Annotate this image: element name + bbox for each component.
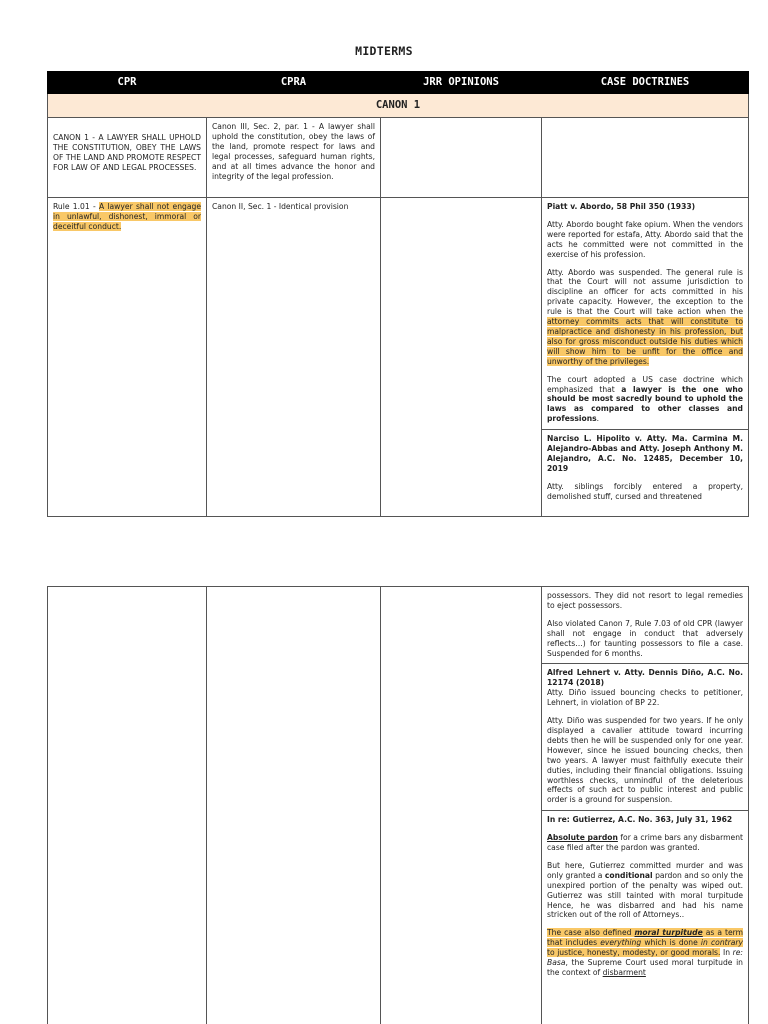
case-text: Atty. Abordo was suspended. The general rule is that the Court will not assume jurisdiction to discipline an officer for acts committed in his private capacity. However, the exception to the rule is that the Court will take action when the [547, 267, 743, 317]
case-title: Piatt v. Abordo, 58 Phil 350 (1933) [547, 202, 696, 211]
case-term: moral turpitude [634, 928, 703, 938]
case-cell [542, 587, 749, 1024]
header-cpra: CPRA [207, 72, 381, 94]
case-text: In [720, 948, 733, 958]
case-text: pardon and so only the unexpired portion of the penalty was wiped out. Gutierrez was still tainted with moral turpitude Hence, he was disbarred and had his name stricken out of the roll of Attorneys.. [547, 870, 743, 920]
header-row [48, 72, 749, 94]
case-paragraph [547, 861, 743, 920]
case-highlight: which is done [641, 938, 701, 948]
case-cell [542, 118, 749, 198]
case-highlight: attorney commits acts that will constitute to malpractice and dishonesty in his profession, but also for gross misconduct outside his duties which will show him to be unfit for the office and unworthy of the privileges. [547, 317, 743, 366]
cpr-cell [48, 198, 207, 517]
case-paragraph [547, 268, 743, 367]
cpra-text: Canon III, Sec. 2, par. 1 - A lawyer shall uphold the constitution, obey the laws of the land, promote respect for laws and legal processes, safeguard human rights, and at all times advance the honor and integrity of the legal profession. [212, 122, 375, 181]
case-cell [542, 198, 749, 517]
case-text: , the Supreme Court used moral turpitude in the context of [547, 958, 743, 977]
case-text: . [596, 414, 600, 424]
case-title: In re: Gutierrez, A.C. No. 363, July 31, 1962 [547, 815, 733, 825]
jrr-cell [381, 198, 542, 517]
rule-number: Rule 1.01 - [53, 202, 99, 211]
case-highlight: everything [600, 938, 642, 948]
table-row [48, 198, 749, 517]
case-bold: a lawyer is the one who should be most sacredly bound to uphold the laws as compared to other classes and professions [547, 384, 743, 424]
jrr-cell [381, 587, 542, 1024]
case-paragraph: possessors. They did not resort to legal remedies to eject possessors. [547, 591, 743, 610]
cpr-rule-text [48, 198, 206, 236]
case-text: re: Basa [547, 948, 743, 968]
jrr-cell [381, 118, 542, 198]
header-case-doctrines: CASE DOCTRINES [542, 72, 749, 94]
case-title: Narciso L. Hipolito v. Atty. Ma. Carmina M. Alejandro-Abbas and Atty. Joseph Anthony M. Alejandro, A.C. No. 12485, December 10, 2019 [547, 434, 743, 473]
case-text: The court adopted a US case doctrine which emphasized that [547, 374, 743, 394]
case-paragraph: Also violated Canon 7, Rule 7.03 of old CPR (lawyer shall not engage in conduct that adversely reflects…) for taunting possessors to file a case. Suspended for 6 months. [547, 618, 743, 658]
cpr-cell [48, 118, 207, 198]
case-paragraph: Atty. Abordo bought fake opium. When the vendors were reported for estafa, Atty. Abordo said that the acts he committed were not committed in the exercise of his profession. [547, 219, 743, 259]
cpra-cell [207, 587, 381, 1024]
case-paragraph [547, 833, 743, 853]
table-row [48, 118, 749, 198]
case-paragraph: Atty. Diño was suspended for two years. If he only displayed a cavalier attitude toward incurring debts then he will be suspended only for one year. However, since he issued bouncing checks, then two years. A lawyer must faithfully execute their duties, including their financial obligations. Issuing worthless checks, unmindful of the deleterious effects of such act to public interest and public order is a ground for suspension. [547, 716, 743, 805]
case-paragraph [547, 928, 743, 978]
page-title: MIDTERMS [355, 44, 413, 58]
case-highlight: to justice, honesty, modesty, or good morals. [547, 948, 721, 958]
header-jrr-opinions: JRR OPINIONS [381, 72, 542, 94]
cpra-cell [207, 118, 381, 198]
table-row [48, 587, 749, 1024]
case-text: for a crime bars any disbarment case filed after the pardon was granted. [547, 833, 743, 853]
canon-label: CANON 1 [48, 94, 749, 118]
case-paragraph: Atty. Diño issued bouncing checks to petitioner, Lehnert, in violation of BP 22. [547, 688, 743, 708]
cpra-cell [207, 198, 381, 517]
case-entry [542, 198, 748, 430]
case-paragraph: Atty. siblings forcibly entered a property, demolished stuff, cursed and threatened [547, 481, 743, 501]
cpra-text: Canon II, Sec. 1 - Identical provision [212, 202, 349, 211]
case-title: Alfred Lehnert v. Atty. Dennis Diño, A.C. No. 12174 (2018) [547, 668, 743, 688]
case-text: But here, Gutierrez committed murder and was only granted a [547, 860, 743, 880]
rule-highlight: A lawyer shall not engage in unlawful, dishonest, immoral or deceitful conduct. [53, 202, 201, 231]
case-paragraph [547, 375, 743, 425]
case-entry-continued [542, 587, 748, 664]
case-highlight: as a term that includes [547, 928, 744, 948]
case-entry [542, 430, 748, 506]
cpr-text: CANON 1 - A LAWYER SHALL UPHOLD THE CONSTITUTION, OBEY THE LAWS OF THE LAND AND PROMOTE RESPECT FOR LAW OF AND LEGAL PROCESSES. [53, 133, 201, 172]
case-highlight: in contrary [700, 938, 743, 948]
cpr-comparison-table-continued [47, 586, 749, 1024]
case-text: disbarment [602, 968, 646, 977]
cpr-cell [48, 587, 207, 1024]
case-entry [542, 811, 748, 983]
case-entry [542, 664, 748, 811]
canon-row [48, 94, 749, 118]
cpr-comparison-table [47, 71, 749, 517]
case-bold: conditional [604, 870, 653, 880]
header-cpr: CPR [48, 72, 207, 94]
case-term: Absolute pardon [547, 833, 618, 843]
case-highlight: The case also defined [547, 928, 635, 938]
